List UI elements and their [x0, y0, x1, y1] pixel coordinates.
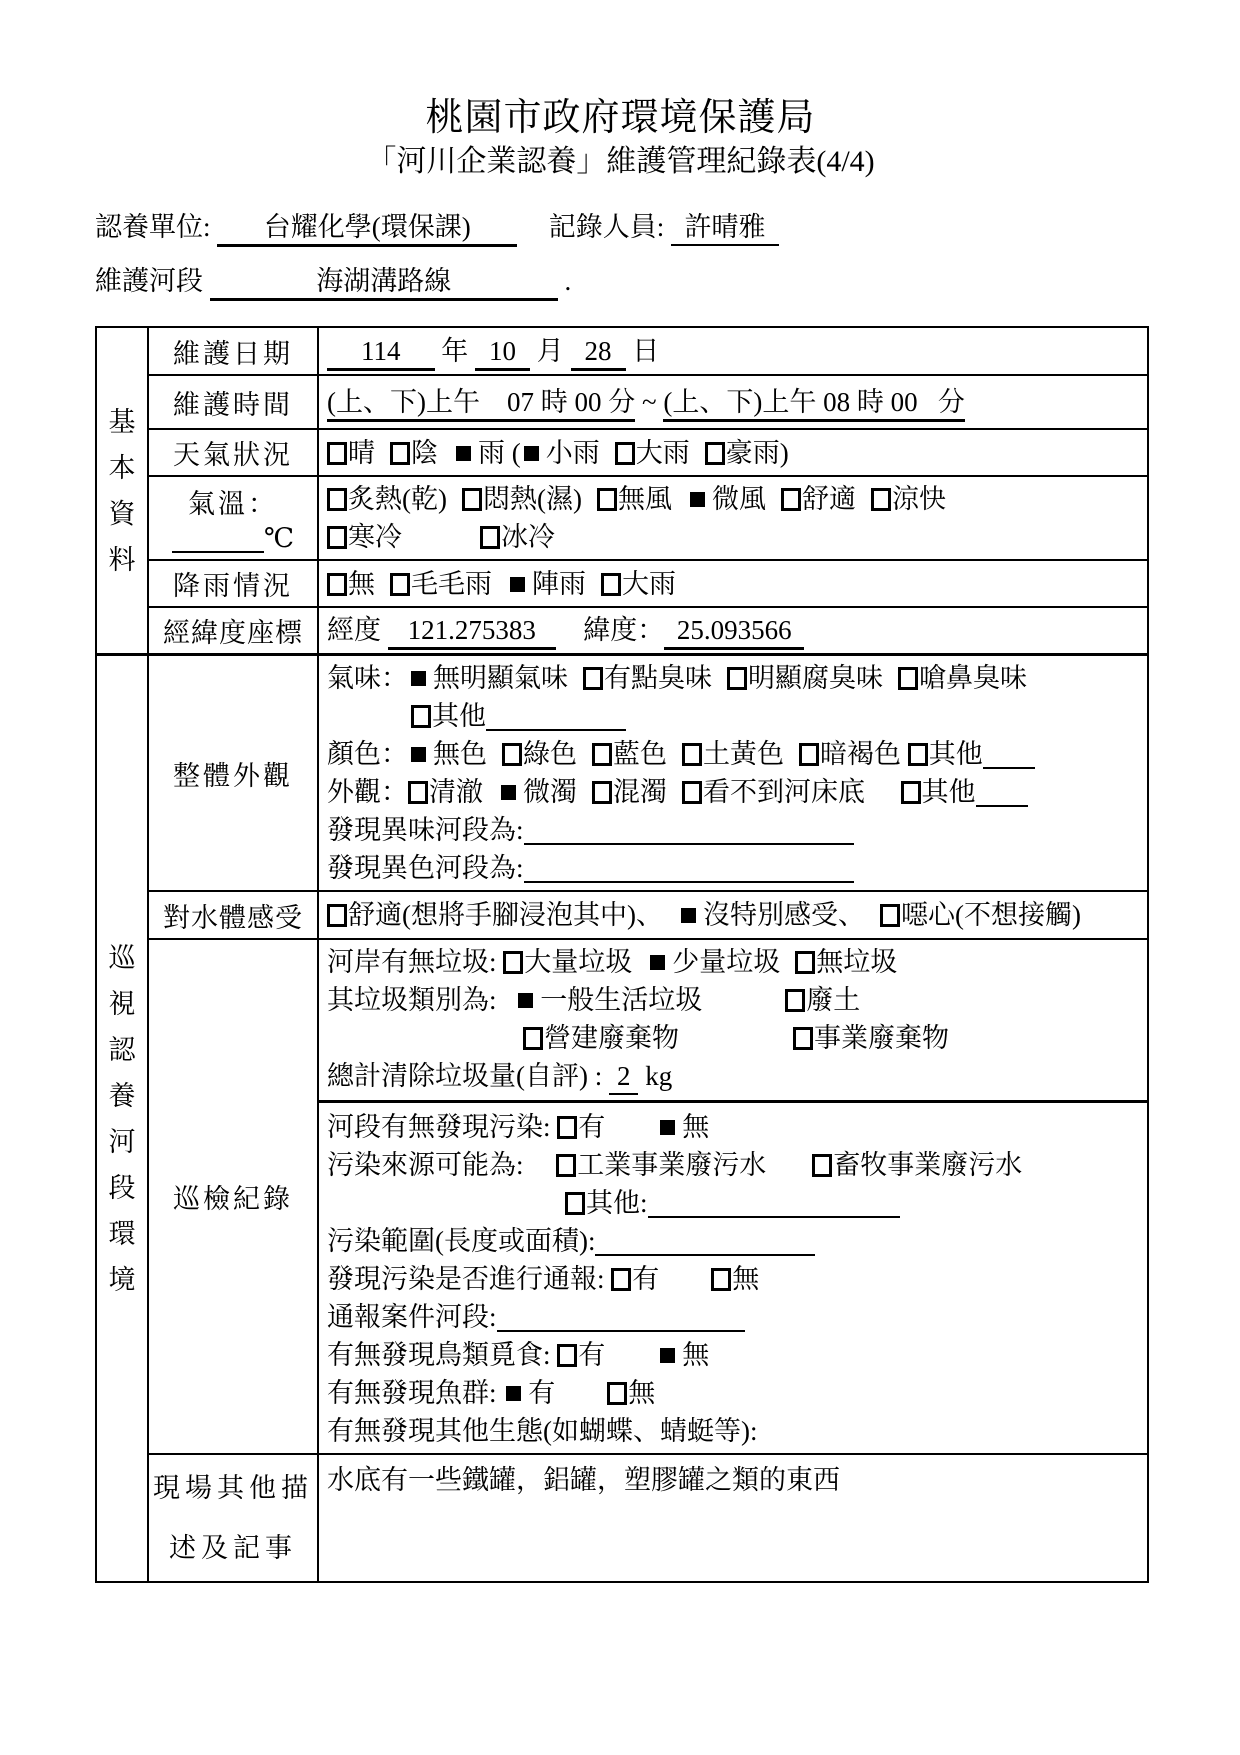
inspection-row-label: 巡檢紀錄 [148, 939, 318, 1454]
date-row-label: 維護日期 [148, 327, 318, 375]
garbage-total-label: 總計清除垃圾量(自評) : [327, 1061, 603, 1091]
coordinates-row-label: 經緯度座標 [148, 607, 318, 655]
checkbox-option[interactable] [503, 947, 632, 977]
inspection-divider [318, 1100, 1148, 1103]
checkbox-option[interactable] [678, 900, 865, 930]
recorder-field[interactable]: 許晴雅 [671, 210, 779, 246]
checkbox-option[interactable] [781, 484, 856, 514]
checkbox-option[interactable] [898, 663, 1027, 693]
latitude-field[interactable]: 25.093566 [664, 613, 804, 650]
checkbox-checked-icon[interactable] [524, 446, 539, 461]
checkbox-option-label: 陣雨 [532, 568, 586, 599]
checkbox-option-label: 無風 [617, 484, 672, 514]
checkbox-option-label: 小雨 [545, 437, 600, 468]
inspection-row-content [318, 939, 1148, 1454]
checkbox-unchecked-icon[interactable] [327, 904, 347, 927]
checkbox-unchecked-icon[interactable] [408, 781, 428, 804]
notes-label-line2: 述及記事 [169, 1533, 297, 1563]
notes-text[interactable]: 水底有一些鐵罐，鋁罐，塑膠罐之類的東西 [327, 1465, 840, 1495]
checkbox-option-label: 雨 [478, 437, 505, 468]
checkbox-option-label: 涼快 [891, 484, 946, 514]
river-section-period: . [564, 266, 572, 296]
checkbox-option-label: 營建廢棄物 [544, 1023, 679, 1053]
pollution-source-c2 [812, 1150, 1022, 1180]
checkbox-unchecked-icon[interactable] [556, 1154, 576, 1177]
checkbox-option-label: 藍色 [613, 739, 667, 769]
page-title: 桃園市政府環境保護局 [425, 97, 816, 139]
checkbox-option-label: 無垃圾 [816, 947, 898, 977]
garbage-type-r2c2 [793, 1023, 949, 1053]
temperature-options-line1 [327, 480, 1139, 518]
checkbox-unchecked-icon[interactable] [781, 488, 801, 511]
checkbox-option-label: 大雨 [635, 437, 690, 468]
checkbox-option[interactable] [408, 777, 483, 807]
checkbox-checked-icon[interactable] [518, 993, 533, 1008]
checkbox-option-label: 陰 [411, 437, 438, 468]
checkbox-option-label: 看不到河床底 [703, 777, 865, 807]
checkbox-option[interactable] [502, 739, 577, 769]
checkbox-unchecked-icon[interactable] [705, 442, 725, 465]
rainfall-row-content [318, 560, 1148, 607]
checkbox-unchecked-icon[interactable] [327, 488, 347, 511]
checkbox-unchecked-icon[interactable] [597, 488, 617, 511]
date-year-suffix: 年 [441, 335, 469, 366]
checkbox-option[interactable] [812, 1150, 1022, 1180]
checkbox-option[interactable] [557, 1340, 605, 1370]
checkbox-option[interactable] [515, 985, 702, 1015]
checkbox-option[interactable] [327, 438, 375, 468]
checkbox-checked-icon[interactable] [660, 1120, 675, 1135]
checkbox-option[interactable] [908, 739, 983, 769]
checkbox-checked-icon[interactable] [650, 955, 665, 970]
checkbox-unchecked-icon[interactable] [502, 743, 522, 766]
ecology-label: 有無發現其他生態(如蝴蝶、蜻蜓等): [327, 1416, 758, 1446]
garbage-type-r1c1 [515, 981, 785, 1019]
checkbox-checked-icon[interactable] [506, 1386, 521, 1401]
garbage-options [503, 947, 897, 977]
appearance-row-content [318, 655, 1148, 892]
checkbox-option[interactable] [480, 522, 555, 552]
garbage-type-r1c2 [785, 985, 860, 1015]
pollution-found-label: 河段有無發現污染: [327, 1112, 551, 1142]
checkbox-option[interactable] [390, 569, 492, 599]
checkbox-option-label: 無 [628, 1378, 656, 1408]
checkbox-unchecked-icon[interactable] [615, 442, 635, 465]
odd-smell-blank[interactable] [524, 813, 854, 845]
coordinates-row-content [318, 607, 1148, 655]
garbage-label: 河岸有無垃圾: [327, 947, 497, 977]
checkbox-option[interactable] [657, 1112, 709, 1142]
date-month-field[interactable]: 10 [475, 334, 530, 371]
odor-other-option [411, 701, 486, 731]
checkbox-option[interactable] [607, 1378, 655, 1408]
checkbox-unchecked-icon[interactable] [607, 1382, 627, 1405]
section-patrol [96, 655, 148, 1583]
checkbox-option-label: 無 [682, 1340, 710, 1370]
water-feel-options [327, 900, 1081, 930]
longitude-field[interactable]: 121.275383 [388, 613, 556, 650]
longitude-label: 經度 [327, 615, 381, 645]
checkbox-checked-icon[interactable] [501, 785, 516, 800]
checkbox-option[interactable] [565, 1188, 648, 1218]
time-end-field[interactable]: (上、下)上午 08 時 00 分 [663, 385, 964, 422]
color-options [408, 739, 901, 769]
checkbox-unchecked-icon[interactable] [523, 1027, 543, 1050]
checkbox-unchecked-icon[interactable] [682, 781, 702, 804]
checkbox-option-label: 無 [682, 1112, 710, 1142]
checkbox-unchecked-icon[interactable] [601, 573, 621, 596]
date-day-suffix: 日 [632, 335, 660, 366]
checkbox-option-label: 無明顯氣味 [433, 663, 568, 693]
checkbox-option[interactable] [880, 900, 1081, 930]
checkbox-option[interactable] [557, 1112, 605, 1142]
checkbox-option-label: 微風 [711, 484, 766, 514]
checkbox-unchecked-icon[interactable] [611, 1268, 631, 1291]
checkbox-option-label: 其他: [586, 1188, 648, 1218]
weather-row-content [318, 429, 1148, 476]
checkbox-option-label: 其他 [921, 777, 976, 807]
checkbox-unchecked-icon[interactable] [727, 667, 747, 690]
fish-label: 有無發現魚群: [327, 1378, 497, 1408]
checkbox-option[interactable] [657, 1340, 709, 1370]
checkbox-option-label: 無 [348, 568, 375, 599]
water-feel-row-label: 對水體感受 [148, 891, 318, 939]
checkbox-option[interactable] [687, 484, 766, 514]
checkbox-option[interactable] [682, 739, 784, 769]
weather-rain-options [521, 438, 780, 468]
temperature-label: 氣溫： [188, 489, 278, 519]
row-temperature [96, 476, 1148, 560]
date-year-field[interactable]: 114 [327, 334, 435, 371]
report-label: 發現污染是否進行通報: [327, 1264, 605, 1294]
color-label: 顏色： [327, 739, 408, 769]
checkbox-option-label: 無色 [433, 739, 487, 769]
pollution-other-blank[interactable] [648, 1186, 900, 1218]
temperature-row-content [318, 476, 1148, 560]
weather-row-label: 天氣狀況 [148, 429, 318, 476]
checkbox-unchecked-icon[interactable] [898, 667, 918, 690]
checkbox-option[interactable] [901, 777, 976, 807]
checkbox-unchecked-icon[interactable] [880, 904, 900, 927]
odor-label: 氣味： [327, 663, 408, 693]
fish-options [503, 1378, 707, 1408]
checkbox-checked-icon[interactable] [456, 446, 471, 461]
date-day-field[interactable]: 28 [571, 334, 626, 371]
checkbox-option[interactable] [799, 739, 901, 769]
garbage-type-label: 其垃圾類別為: [327, 985, 497, 1015]
garbage-type-r2c1 [523, 1019, 793, 1057]
header-line-2 [95, 260, 1146, 302]
notes-row-label [148, 1454, 318, 1582]
row-time [96, 375, 1148, 429]
checkbox-option-label: 混濁 [613, 777, 667, 807]
checkbox-unchecked-icon[interactable] [785, 989, 805, 1012]
checkbox-unchecked-icon[interactable] [557, 1116, 577, 1139]
checkbox-option-label: 畜牧事業廢污水 [833, 1150, 1023, 1180]
checkbox-option[interactable] [408, 663, 568, 693]
checkbox-option-label: 悶熱(濕) [482, 484, 582, 514]
checkbox-checked-icon[interactable] [690, 492, 705, 507]
pollution-found-options [557, 1112, 761, 1142]
checkbox-unchecked-icon[interactable] [327, 573, 347, 596]
checkbox-option-label: 無 [732, 1264, 760, 1294]
checkbox-option[interactable] [785, 985, 860, 1015]
clarity-options [408, 777, 865, 807]
checkbox-option[interactable] [871, 484, 946, 514]
section-patrol-label: 巡視認養河段環境 [108, 942, 136, 1295]
notes-row-content [318, 1454, 1148, 1582]
weather-paren-open: ( [511, 437, 521, 468]
row-water-feel [96, 891, 1148, 939]
clarity-label: 外觀： [327, 777, 408, 807]
checkbox-option-label: 沒特別感受、 [702, 900, 865, 930]
checkbox-option[interactable] [327, 569, 375, 599]
checkbox-checked-icon[interactable] [510, 577, 525, 592]
checkbox-option[interactable] [727, 663, 883, 693]
report-river-label: 通報案件河段: [327, 1302, 497, 1332]
checkbox-option-label: 噁心(不想接觸) [900, 900, 1081, 930]
checkbox-unchecked-icon[interactable] [503, 951, 523, 974]
checkbox-option-label: 少量垃圾 [672, 947, 781, 977]
temperature-value-blank[interactable] [172, 521, 264, 553]
checkbox-option[interactable] [601, 569, 676, 599]
checkbox-option-label: 舒適(想將手腳浸泡其中)、 [348, 900, 663, 930]
checkbox-option[interactable] [556, 1150, 766, 1180]
checkbox-option[interactable] [615, 438, 690, 468]
odor-other-blank[interactable] [486, 699, 626, 731]
checkbox-option[interactable] [682, 777, 865, 807]
odd-smell-label: 發現異味河段為: [327, 815, 524, 845]
adopt-unit-label: 認養單位: [95, 212, 211, 242]
checkbox-option-label: 晴 [348, 437, 375, 468]
row-notes [96, 1454, 1148, 1582]
checkbox-option[interactable] [795, 947, 897, 977]
checkbox-option-label: 豪雨 [725, 437, 780, 468]
checkbox-option[interactable] [711, 1264, 759, 1294]
time-start-field[interactable]: (上、下)上午 07 時 00 分 [327, 385, 635, 422]
checkbox-option[interactable] [583, 663, 712, 693]
weather-options [327, 438, 505, 468]
checkbox-option-label: 有 [578, 1340, 606, 1370]
section-basic [96, 327, 148, 655]
checkbox-option[interactable] [793, 1023, 949, 1053]
checkbox-option[interactable] [705, 438, 780, 468]
checkbox-option-label: 暗褐色 [820, 739, 901, 769]
rainfall-row-label: 降雨情況 [148, 560, 318, 607]
checkbox-option-label: 清澈 [429, 777, 483, 807]
row-weather [96, 429, 1148, 476]
temperature-unit: ℃ [263, 523, 295, 553]
checkbox-unchecked-icon[interactable] [812, 1154, 832, 1177]
checkbox-unchecked-icon[interactable] [327, 526, 347, 549]
checkbox-option[interactable] [647, 947, 780, 977]
row-rainfall [96, 560, 1148, 607]
checkbox-option-label: 有 [578, 1112, 606, 1142]
checkbox-option[interactable] [453, 438, 505, 468]
pollution-other-option [565, 1188, 648, 1218]
checkbox-option[interactable] [327, 900, 663, 930]
checkbox-option[interactable] [592, 777, 667, 807]
checkbox-option[interactable] [408, 739, 487, 769]
appearance-row-label: 整體外觀 [148, 655, 318, 892]
recorder-label: 記錄人員: [548, 212, 665, 242]
checkbox-option-label: 其他 [432, 701, 486, 731]
checkbox-checked-icon[interactable] [660, 1348, 675, 1363]
checkbox-option-label: 寒冷 [348, 522, 402, 552]
checkbox-option[interactable] [390, 438, 438, 468]
river-section-label: 維護河段 [95, 266, 203, 296]
checkbox-unchecked-icon[interactable] [871, 488, 891, 511]
record-table [95, 326, 1149, 1583]
report-options [611, 1264, 811, 1294]
checkbox-unchecked-icon[interactable] [565, 1192, 585, 1215]
page-subtitle: 「河川企業認養」維護管理紀錄表(4/4) [366, 145, 875, 178]
checkbox-unchecked-icon[interactable] [557, 1344, 577, 1367]
checkbox-option[interactable] [592, 739, 667, 769]
pollution-source-label: 污染來源可能為: [327, 1150, 524, 1180]
checkbox-unchecked-icon[interactable] [711, 1268, 731, 1291]
color-other-blank[interactable] [983, 737, 1035, 769]
date-row-content [318, 327, 1148, 375]
checkbox-option[interactable] [462, 484, 582, 514]
row-date [96, 327, 1148, 375]
checkbox-unchecked-icon[interactable] [583, 667, 603, 690]
checkbox-option[interactable] [503, 1378, 555, 1408]
birds-label: 有無發現鳥類覓食: [327, 1340, 551, 1370]
checkbox-unchecked-icon[interactable] [390, 442, 410, 465]
time-row-label: 維護時間 [148, 375, 318, 429]
temperature-options-line2 [327, 518, 1139, 556]
checkbox-option-label: 微濁 [523, 777, 577, 807]
checkbox-unchecked-icon[interactable] [901, 781, 921, 804]
checkbox-unchecked-icon[interactable] [480, 526, 500, 549]
checkbox-unchecked-icon[interactable] [592, 743, 612, 766]
checkbox-option[interactable] [498, 777, 577, 807]
checkbox-checked-icon[interactable] [681, 908, 696, 923]
adopt-unit-field[interactable]: 台耀化學(環保課) [217, 210, 517, 247]
checkbox-unchecked-icon[interactable] [682, 743, 702, 766]
checkbox-option-label: 有 [632, 1264, 660, 1294]
checkbox-option-label: 冰冷 [501, 522, 555, 552]
checkbox-option-label: 土黃色 [703, 739, 784, 769]
checkbox-unchecked-icon[interactable] [390, 573, 410, 596]
pollution-range-blank[interactable] [595, 1224, 815, 1256]
checkbox-option-label: 毛毛雨 [411, 568, 492, 599]
checkbox-option[interactable] [521, 438, 600, 468]
checkbox-option-label: 一般生活垃圾 [540, 985, 703, 1015]
color-other-option [908, 739, 983, 769]
checkbox-option-label: 有點臭味 [604, 663, 712, 693]
checkbox-checked-icon[interactable] [411, 671, 426, 686]
checkbox-unchecked-icon[interactable] [795, 951, 815, 974]
row-inspection [96, 939, 1148, 1454]
checkbox-option[interactable] [327, 484, 447, 514]
rainfall-options [327, 569, 676, 599]
checkbox-option-label: 大雨 [622, 568, 676, 599]
checkbox-unchecked-icon[interactable] [799, 743, 819, 766]
checkbox-option-label: 廢土 [806, 985, 861, 1015]
checkbox-option-label: 有 [528, 1378, 556, 1408]
weather-paren-close: ) [779, 437, 789, 468]
time-separator: ~ [641, 386, 657, 417]
odd-color-label: 發現異色河段為: [327, 853, 524, 883]
checkbox-option-label: 事業廢棄物 [814, 1023, 949, 1053]
checkbox-unchecked-icon[interactable] [411, 705, 431, 728]
section-basic-label: 基本資料 [108, 406, 136, 575]
checkbox-unchecked-icon[interactable] [327, 442, 347, 465]
checkbox-option-label: 明顯腐臭味 [748, 663, 883, 693]
checkbox-unchecked-icon[interactable] [592, 781, 612, 804]
checkbox-option[interactable] [507, 569, 586, 599]
checkbox-option[interactable] [327, 522, 402, 552]
time-row-content [318, 375, 1148, 429]
latitude-label: 緯度： [583, 615, 665, 645]
clarity-other-option [901, 777, 976, 807]
garbage-total-field[interactable]: 2 [609, 1059, 639, 1095]
pollution-range-label: 污染範圍(長度或面積): [327, 1226, 596, 1256]
checkbox-option[interactable] [611, 1264, 659, 1294]
garbage-total-unit: kg [645, 1061, 673, 1091]
temperature-row-label [148, 476, 318, 560]
river-section-field[interactable]: 海湖溝路線 [210, 264, 558, 301]
checkbox-option-label: 工業事業廢污水 [577, 1150, 767, 1180]
odd-color-blank[interactable] [524, 851, 854, 883]
header-line-1 [95, 206, 1146, 248]
checkbox-option[interactable] [411, 701, 486, 731]
checkbox-option[interactable] [523, 1023, 679, 1053]
checkbox-option-label: 嗆鼻臭味 [919, 663, 1027, 693]
row-appearance [96, 655, 1148, 892]
checkbox-checked-icon[interactable] [411, 747, 426, 762]
clarity-other-blank[interactable] [976, 775, 1028, 807]
checkbox-option-label: 炙熱(乾) [348, 484, 447, 514]
checkbox-option-label: 綠色 [523, 739, 577, 769]
checkbox-unchecked-icon[interactable] [908, 743, 928, 766]
checkbox-option[interactable] [597, 484, 672, 514]
report-river-blank[interactable] [497, 1300, 745, 1332]
odor-options [408, 663, 1027, 693]
birds-options [557, 1340, 761, 1370]
checkbox-option-label: 大量垃圾 [524, 947, 633, 977]
checkbox-option-label: 其他 [928, 739, 983, 769]
date-month-suffix: 月 [536, 335, 564, 366]
checkbox-option-label: 舒適 [801, 484, 856, 514]
notes-label-line1: 現場其他描 [153, 1473, 313, 1503]
pollution-source-c1 [556, 1146, 812, 1184]
checkbox-unchecked-icon[interactable] [462, 488, 482, 511]
water-feel-row-content [318, 891, 1148, 939]
row-coordinates [96, 607, 1148, 655]
checkbox-unchecked-icon[interactable] [793, 1027, 813, 1050]
